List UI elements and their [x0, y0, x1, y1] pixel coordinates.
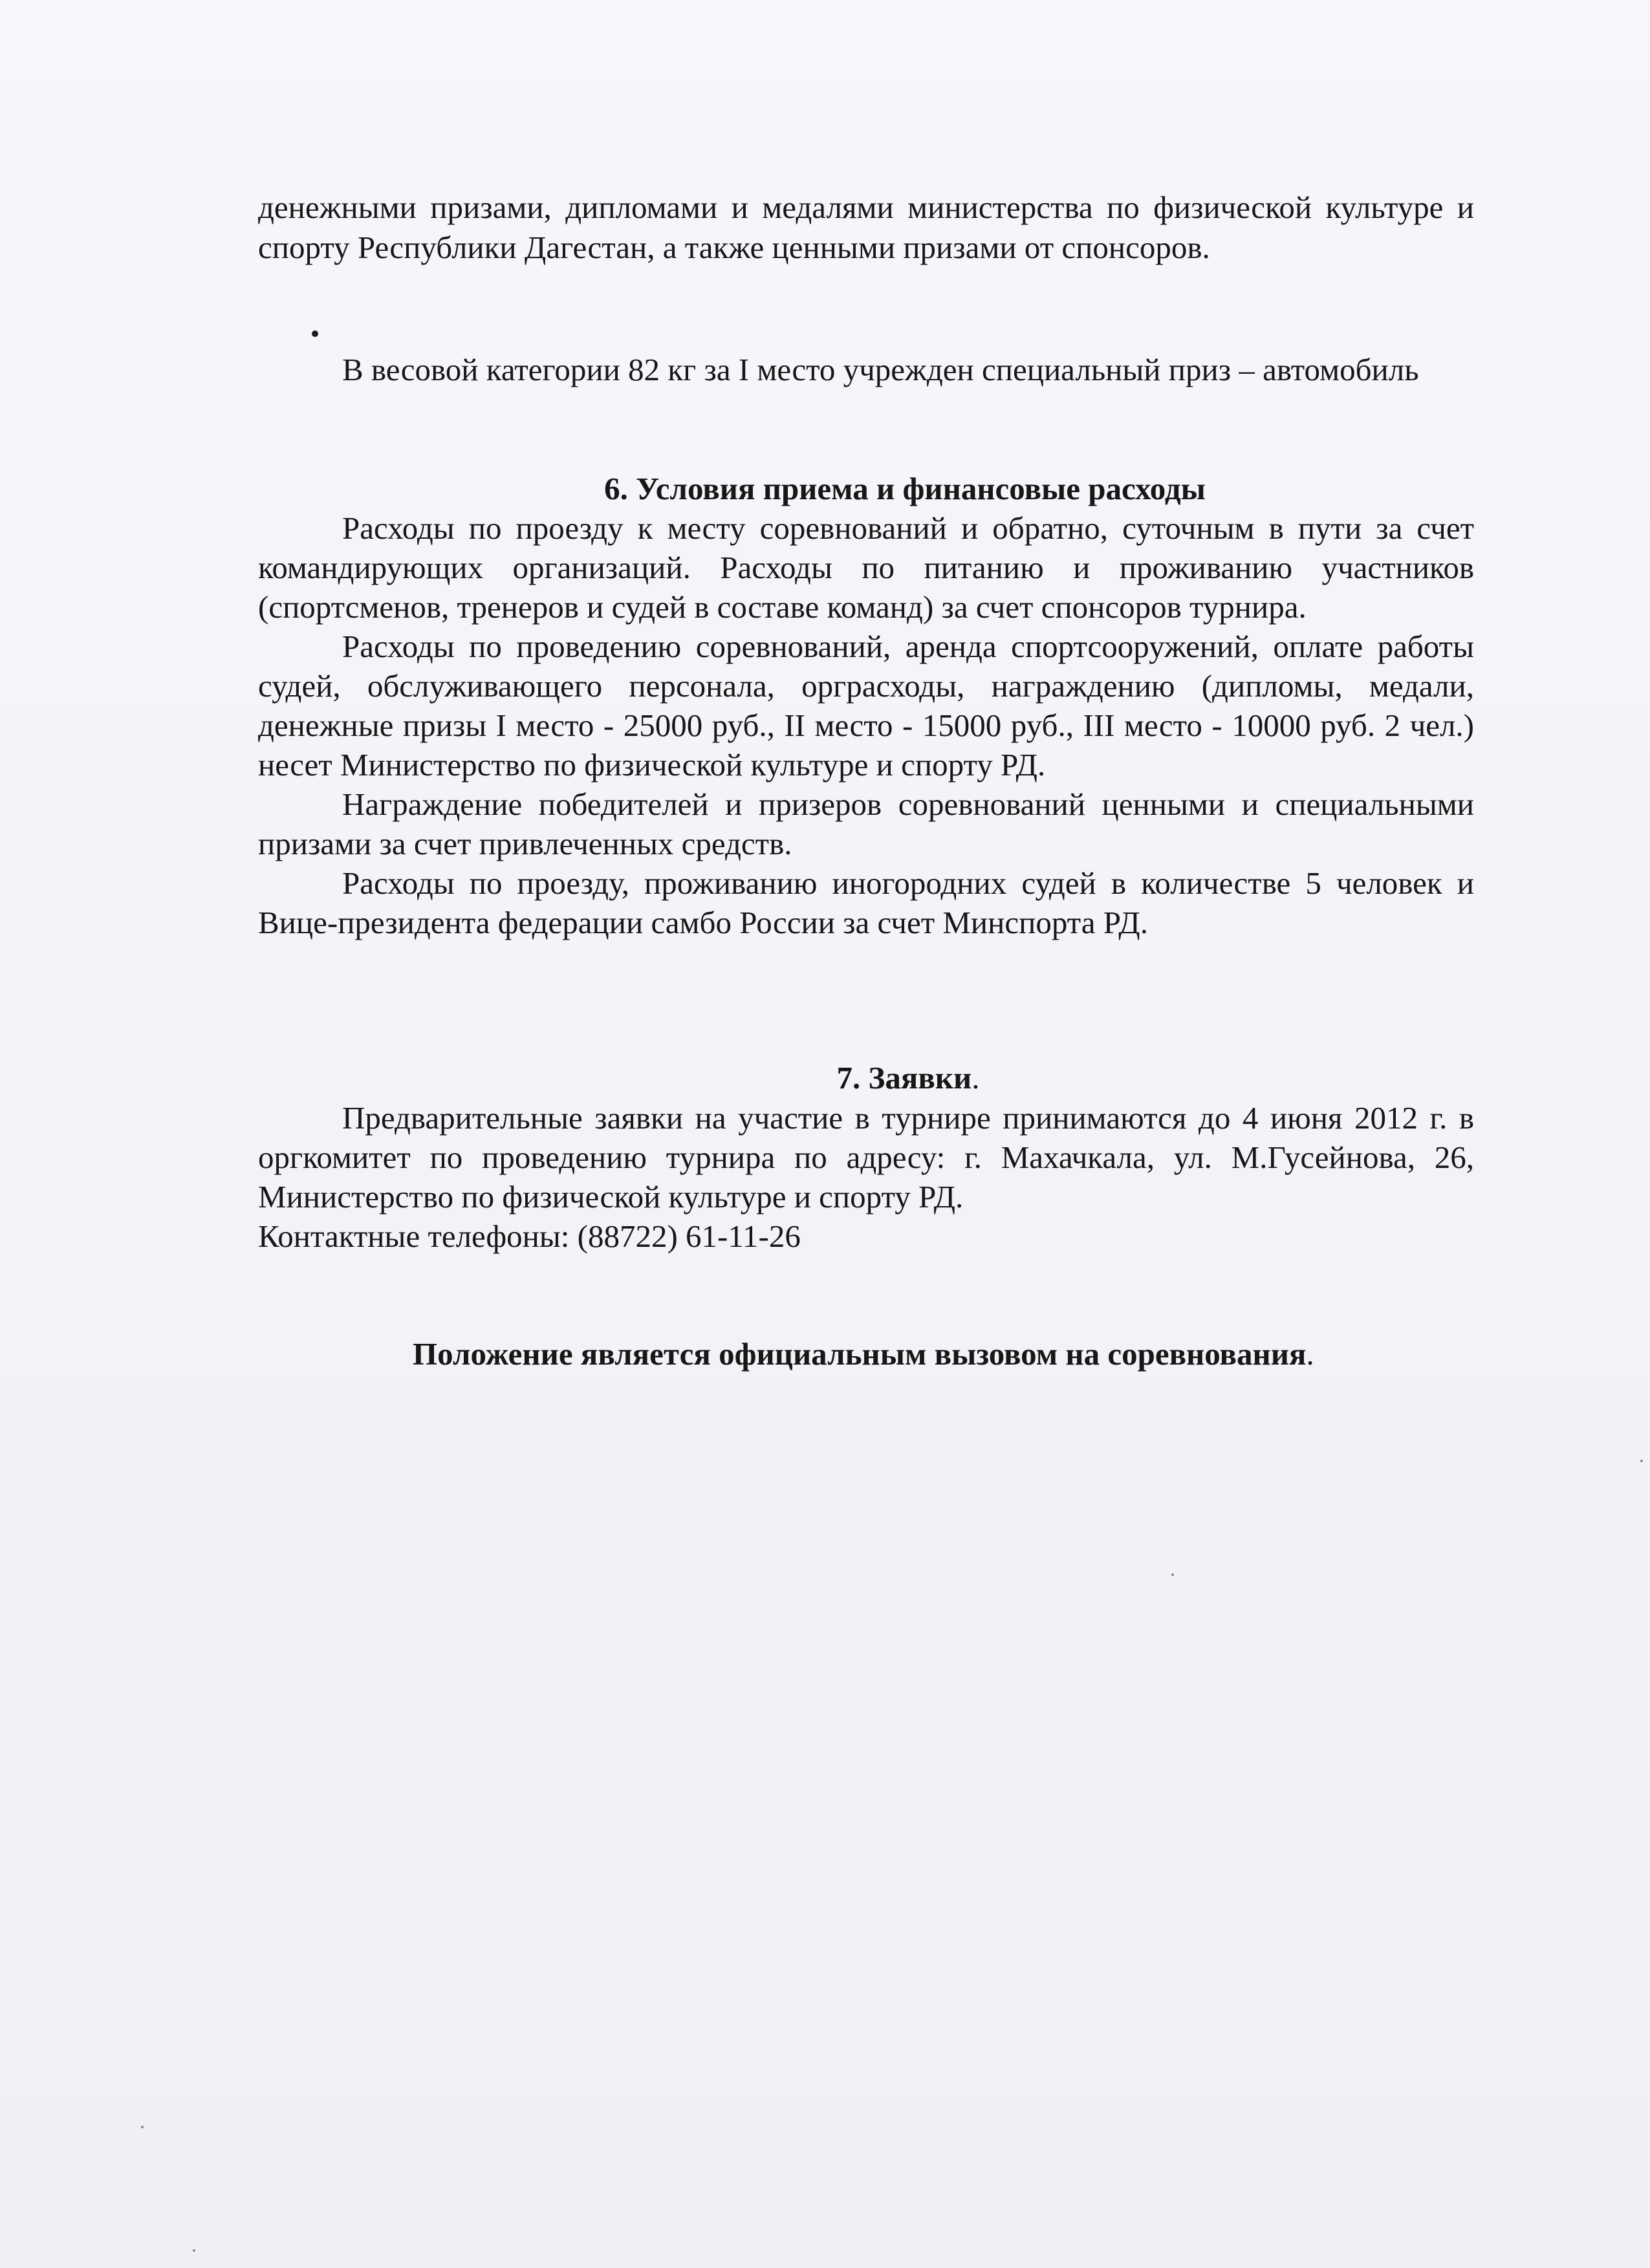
- section-7-title-period: .: [972, 1060, 980, 1096]
- scan-mark: [312, 330, 318, 337]
- scan-speck: [1640, 1460, 1643, 1462]
- section-7-heading: [258, 1058, 1474, 1097]
- section-6-body: [258, 508, 1474, 942]
- closing-period: .: [1306, 1336, 1314, 1372]
- scan-speck: [1171, 1573, 1174, 1576]
- section-6-paragraph-1: Расходы по проезду к месту соревнований и обратно, суточным в пути за счет командирующих организаций. Расходы по питанию и проживанию участников (спортсменов, тренеров и судей в составе команд) за счет спонсоров турнира.: [258, 510, 1474, 625]
- scan-speck: [141, 2126, 144, 2128]
- section-6-paragraph-2: Расходы по проведению соревнований, аренда спортсооружений, оплате работы судей, обслуживающего персонала, орграсходы, награждению (дипломы, медали, денежные призы I место - 25000 руб., II место - 15000 руб., III место - 10000 руб. 2 чел.) несет Министерство по физической культуре и спорту РД.: [258, 629, 1474, 783]
- contact-phones: Контактные телефоны: (88722) 61-11-26: [258, 1218, 801, 1254]
- closing-statement: [413, 1334, 1512, 1374]
- prizes-paragraph: денежными призами, дипломами и медалями министерства по физической культуре и спорту Республики Дагестан, а также ценными призами от спонсоров.: [258, 189, 1474, 265]
- section-6-heading: 6. Условия приема и финансовые расходы: [604, 471, 1206, 506]
- section-6-paragraph-3: Награждение победителей и призеров соревнований ценными и специальными призами за счет привлеченных средств.: [258, 786, 1474, 861]
- section-7-paragraph: Предварительные заявки на участие в турнире принимаются до 4 июня 2012 г. в оргкомитет по проведению турнира по адресу: г. Махачкала, ул. М.Гусейнова, 26, Министерство по физической культуре и спорту РД.: [258, 1100, 1474, 1215]
- section-7-body: [258, 1098, 1474, 1256]
- special-prize-paragraph: В весовой категории 82 кг за I место учрежден специальный приз – автомобиль: [342, 352, 1419, 387]
- section-7-title: 7. Заявки: [836, 1060, 972, 1096]
- scan-speck: [193, 2249, 195, 2252]
- closing-text: Положение является официальным вызовом на соревнования: [413, 1336, 1307, 1372]
- prizes-block: [258, 188, 1474, 268]
- special-prize-block: [258, 350, 1474, 390]
- section-6-paragraph-4: Расходы по проезду, проживанию иногородних судей в количестве 5 человек и Вице-президента федерации самбо России за счет Минспорта РД.: [258, 865, 1474, 940]
